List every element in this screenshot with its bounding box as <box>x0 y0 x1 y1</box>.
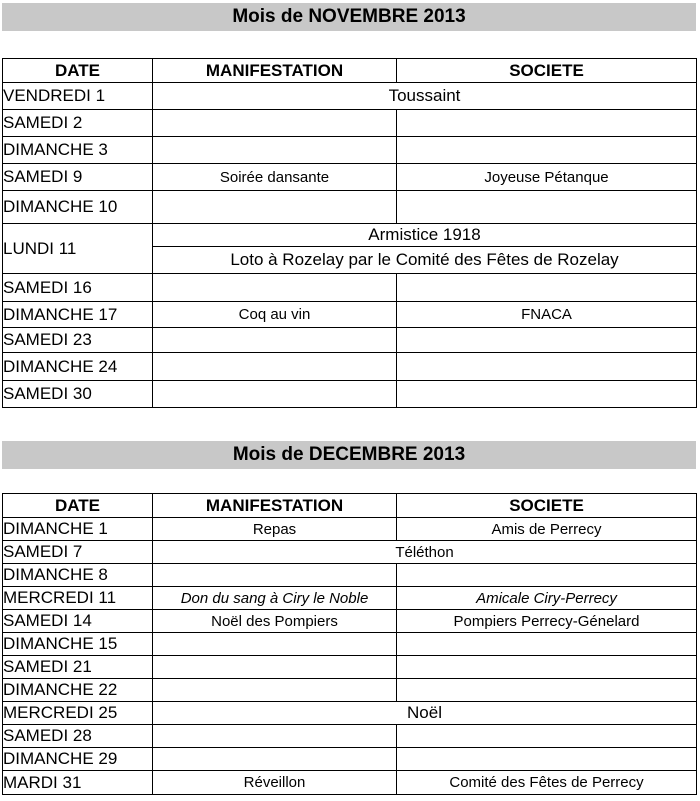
manifestation-cell <box>153 110 397 137</box>
manifestation-header: MANIFESTATION <box>153 59 397 83</box>
societe-cell: Joyeuse Pétanque <box>397 164 697 191</box>
table-row <box>3 191 697 224</box>
date-cell: LUNDI 11 <box>3 224 153 274</box>
date-cell: SAMEDI 23 <box>3 328 153 353</box>
table-row <box>3 110 697 137</box>
table-row <box>3 328 697 353</box>
table-row <box>3 224 697 247</box>
event-cell: Noël <box>153 702 697 725</box>
date-cell: VENDREDI 1 <box>3 83 153 110</box>
manifestation-header: MANIFESTATION <box>153 494 397 518</box>
table-row <box>3 610 697 633</box>
manifestation-cell <box>153 191 397 224</box>
date-cell: SAMEDI 28 <box>3 725 153 748</box>
table-row <box>3 771 697 795</box>
table-row <box>3 353 697 381</box>
event-cell: Armistice 1918 <box>153 224 697 247</box>
date-cell: MARDI 31 <box>3 771 153 795</box>
manifestation-cell: Soirée dansante <box>153 164 397 191</box>
table-row <box>3 274 697 302</box>
societe-cell <box>397 353 697 381</box>
date-cell: DIMANCHE 1 <box>3 518 153 541</box>
table-row <box>3 83 697 110</box>
date-cell: SAMEDI 21 <box>3 656 153 679</box>
societe-cell: Amis de Perrecy <box>397 518 697 541</box>
societe-cell <box>397 748 697 771</box>
event-cell: Téléthon <box>153 541 697 564</box>
table-row <box>3 587 697 610</box>
societe-cell <box>397 564 697 587</box>
date-cell: MERCREDI 11 <box>3 587 153 610</box>
manifestation-cell: Réveillon <box>153 771 397 795</box>
event-cell: Loto à Rozelay par le Comité des Fêtes de Rozelay <box>153 247 697 274</box>
date-cell: DIMANCHE 17 <box>3 302 153 328</box>
table-row <box>3 137 697 164</box>
date-header: DATE <box>3 59 153 83</box>
table-row <box>3 633 697 656</box>
date-cell: MERCREDI 25 <box>3 702 153 725</box>
date-cell: DIMANCHE 8 <box>3 564 153 587</box>
manifestation-cell <box>153 137 397 164</box>
societe-cell <box>397 137 697 164</box>
date-cell: SAMEDI 16 <box>3 274 153 302</box>
november-title: Mois de NOVEMBRE 2013 <box>2 3 696 31</box>
manifestation-cell <box>153 381 397 408</box>
date-cell: DIMANCHE 22 <box>3 679 153 702</box>
manifestation-cell <box>153 564 397 587</box>
november-table <box>2 58 697 408</box>
table-header-row <box>3 494 697 518</box>
december-title: Mois de DECEMBRE 2013 <box>2 441 696 469</box>
societe-cell <box>397 191 697 224</box>
societe-cell: FNACA <box>397 302 697 328</box>
date-header: DATE <box>3 494 153 518</box>
societe-cell <box>397 633 697 656</box>
societe-cell <box>397 725 697 748</box>
date-cell: DIMANCHE 15 <box>3 633 153 656</box>
societe-cell <box>397 381 697 408</box>
societe-cell <box>397 110 697 137</box>
manifestation-cell <box>153 353 397 381</box>
table-row <box>3 302 697 328</box>
manifestation-cell <box>153 633 397 656</box>
societe-cell <box>397 679 697 702</box>
manifestation-cell: Coq au vin <box>153 302 397 328</box>
manifestation-cell <box>153 274 397 302</box>
manifestation-cell: Don du sang à Ciry le Noble <box>153 587 397 610</box>
date-cell: DIMANCHE 29 <box>3 748 153 771</box>
societe-header: SOCIETE <box>397 494 697 518</box>
date-cell: SAMEDI 30 <box>3 381 153 408</box>
date-cell: DIMANCHE 24 <box>3 353 153 381</box>
table-row <box>3 564 697 587</box>
table-row <box>3 748 697 771</box>
date-cell: SAMEDI 7 <box>3 541 153 564</box>
societe-cell <box>397 274 697 302</box>
table-row <box>3 164 697 191</box>
manifestation-cell <box>153 725 397 748</box>
date-cell: SAMEDI 2 <box>3 110 153 137</box>
societe-header: SOCIETE <box>397 59 697 83</box>
manifestation-cell: Noël des Pompiers <box>153 610 397 633</box>
manifestation-cell: Repas <box>153 518 397 541</box>
table-row <box>3 679 697 702</box>
date-cell: DIMANCHE 3 <box>3 137 153 164</box>
societe-cell <box>397 328 697 353</box>
table-row <box>3 702 697 725</box>
societe-cell <box>397 656 697 679</box>
societe-cell: Comité des Fêtes de Perrecy <box>397 771 697 795</box>
table-row <box>3 518 697 541</box>
date-cell: SAMEDI 14 <box>3 610 153 633</box>
table-row <box>3 541 697 564</box>
table-row <box>3 725 697 748</box>
manifestation-cell <box>153 656 397 679</box>
societe-cell: Amicale Ciry-Perrecy <box>397 587 697 610</box>
december-table <box>2 493 697 795</box>
table-row <box>3 381 697 408</box>
table-header-row <box>3 59 697 83</box>
date-cell: DIMANCHE 10 <box>3 191 153 224</box>
manifestation-cell <box>153 679 397 702</box>
table-row <box>3 656 697 679</box>
manifestation-cell <box>153 748 397 771</box>
event-cell: Toussaint <box>153 83 697 110</box>
societe-cell: Pompiers Perrecy-Génelard <box>397 610 697 633</box>
manifestation-cell <box>153 328 397 353</box>
date-cell: SAMEDI 9 <box>3 164 153 191</box>
